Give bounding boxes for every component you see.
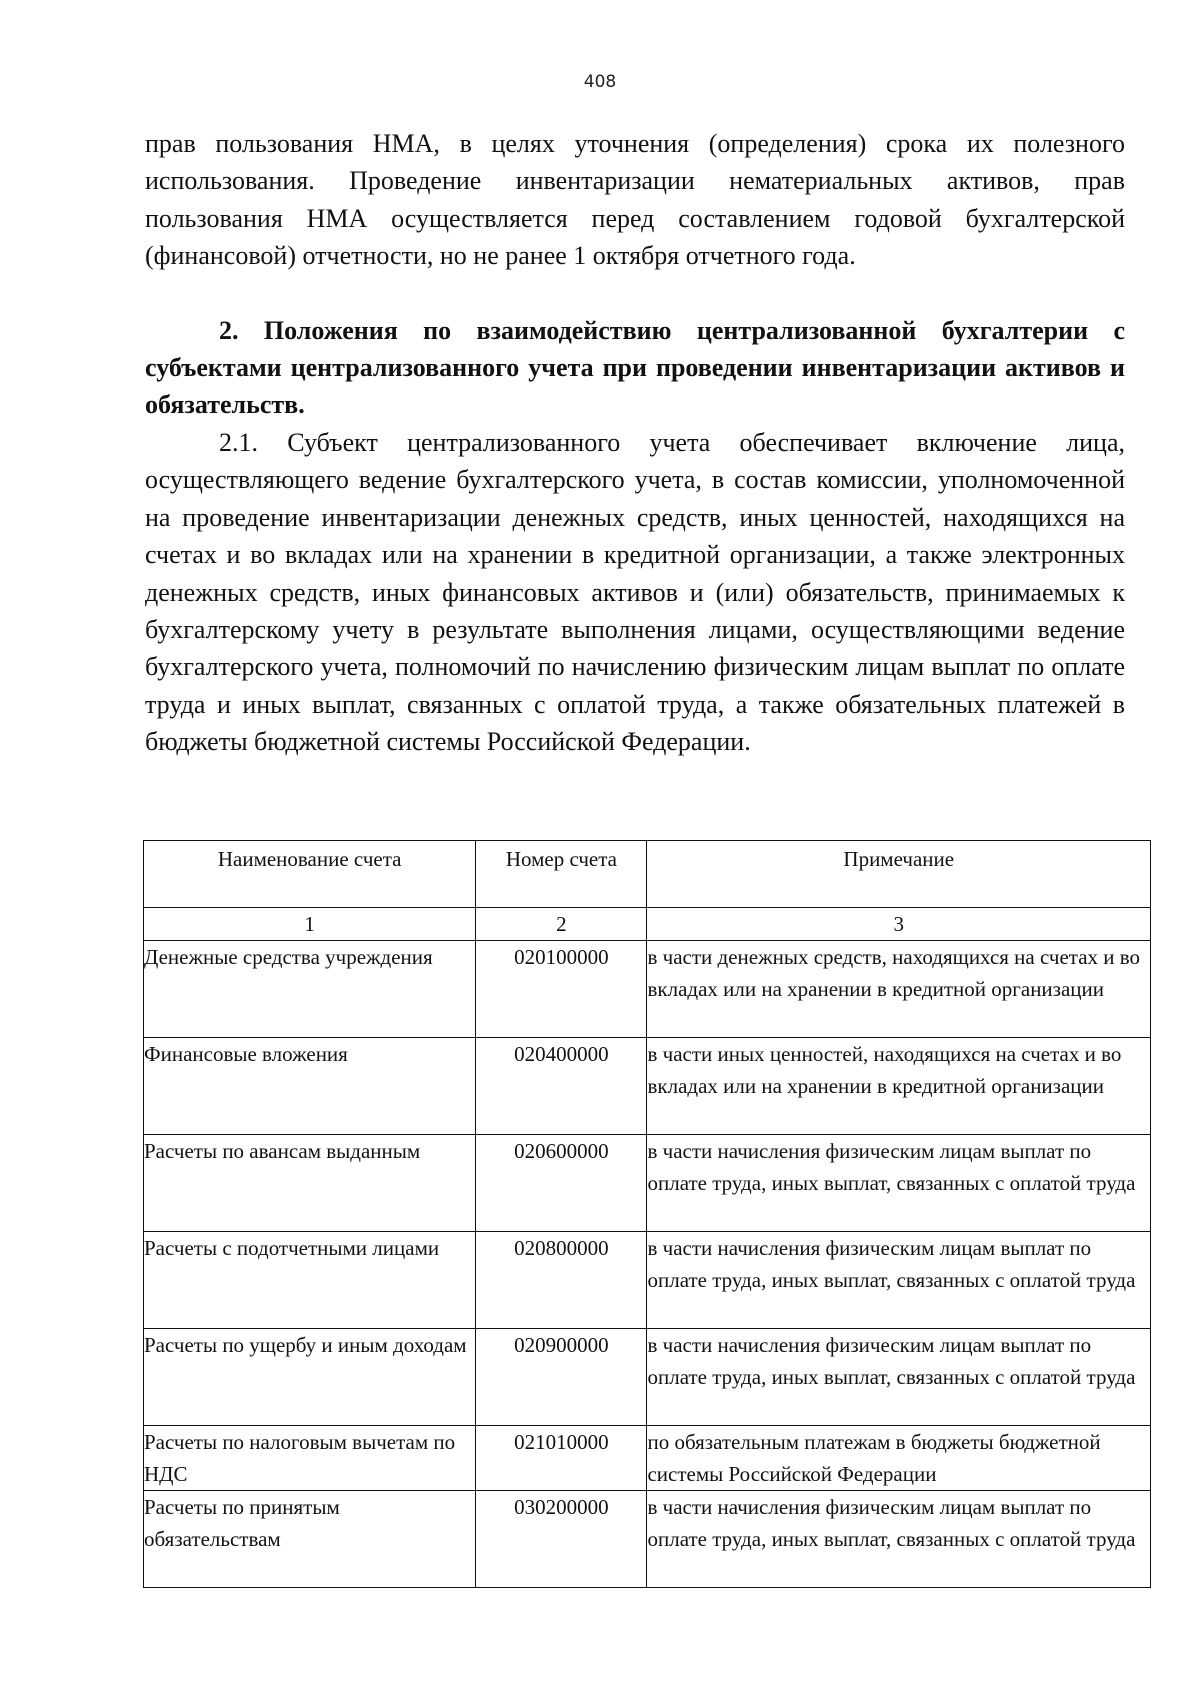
account-number: 020100000	[476, 941, 647, 1038]
account-number: 020900000	[476, 1329, 647, 1426]
account-note: в части начисления физическим лицам выплат по оплате труда, иных выплат, связанных с оплатой труда	[647, 1135, 1151, 1232]
account-note: в части начисления физическим лицам выплат по оплате труда, иных выплат, связанных с оплатой труда	[647, 1491, 1151, 1588]
account-number: 020600000	[476, 1135, 647, 1232]
account-number: 020800000	[476, 1232, 647, 1329]
account-name: Расчеты по принятым обязательствам	[144, 1491, 476, 1588]
paragraph-continuation: прав пользования НМА, в целях уточнения (определения) срока их полезного использования. Проведение инвентаризации нематериальных активов, прав пользования НМА осуществляется перед составлением годовой бухгалтерской (финансовой) отчетности, но не ранее 1 октября отчетного года.	[145, 129, 1125, 271]
column-number: 2	[476, 908, 647, 941]
column-number-row	[144, 908, 1151, 941]
account-note: в части начисления физическим лицам выплат по оплате труда, иных выплат, связанных с оплатой труда	[647, 1329, 1151, 1426]
account-name: Расчеты по ущербу и иным доходам	[144, 1329, 476, 1426]
table-header-row	[144, 841, 1151, 908]
account-note: по обязательным платежам в бюджеты бюджетной системы Российской Федерации	[647, 1426, 1151, 1491]
account-number: 020400000	[476, 1038, 647, 1135]
account-name: Расчеты по авансам выданным	[144, 1135, 476, 1232]
section-heading: 2. Положения по взаимодействию централизованной бухгалтерии с субъектами централизованного учета при проведении инвентаризации активов и обязательств.	[145, 316, 1125, 419]
table-row	[144, 941, 1151, 1038]
accounts-table	[143, 840, 1151, 1588]
table-row	[144, 1426, 1151, 1491]
table-row	[144, 1329, 1151, 1426]
account-note: в части денежных средств, находящихся на счетах и во вкладах или на хранении в кредитной организации	[647, 941, 1151, 1038]
table-row	[144, 1491, 1151, 1588]
account-number: 030200000	[476, 1491, 647, 1588]
table-row	[144, 1135, 1151, 1232]
account-name: Расчеты по налоговым вычетам по НДС	[144, 1426, 476, 1491]
header-account-number: Номер счета	[476, 841, 647, 908]
header-account-name: Наименование счета	[144, 841, 476, 908]
page-number: 408	[583, 72, 617, 92]
paragraph-2-1: 2.1. Субъект централизованного учета обеспечивает включение лица, осуществляющего ведение бухгалтерского учета, в состав комиссии, уполномоченной на проведение инвентаризации денежных средств, иных ценностей, находящихся на счетах и во вкладах или на хранении в кредитной организации, а также электронных денежных средств, иных финансовых активов и (или) обязательств, принимаемых к бухгалтерскому учету в результате выполнения лицами, осуществляющими ведение бухгалтерского учета, полномочий по начислению физическим лицам выплат по оплате труда и иных выплат, связанных с оплатой труда, а также обязательных платежей в бюджеты бюджетной системы Российской Федерации.	[145, 428, 1125, 757]
column-number: 1	[144, 908, 476, 941]
header-note: Примечание	[647, 841, 1151, 908]
account-name: Денежные средства учреждения	[144, 941, 476, 1038]
account-note: в части начисления физическим лицам выплат по оплате труда, иных выплат, связанных с оплатой труда	[647, 1232, 1151, 1329]
account-note: в части иных ценностей, находящихся на счетах и во вкладах или на хранении в кредитной организации	[647, 1038, 1151, 1135]
column-number: 3	[647, 908, 1151, 941]
account-name: Расчеты с подотчетными лицами	[144, 1232, 476, 1329]
table-row	[144, 1232, 1151, 1329]
account-number: 021010000	[476, 1426, 647, 1491]
account-name: Финансовые вложения	[144, 1038, 476, 1135]
table-row	[144, 1038, 1151, 1135]
